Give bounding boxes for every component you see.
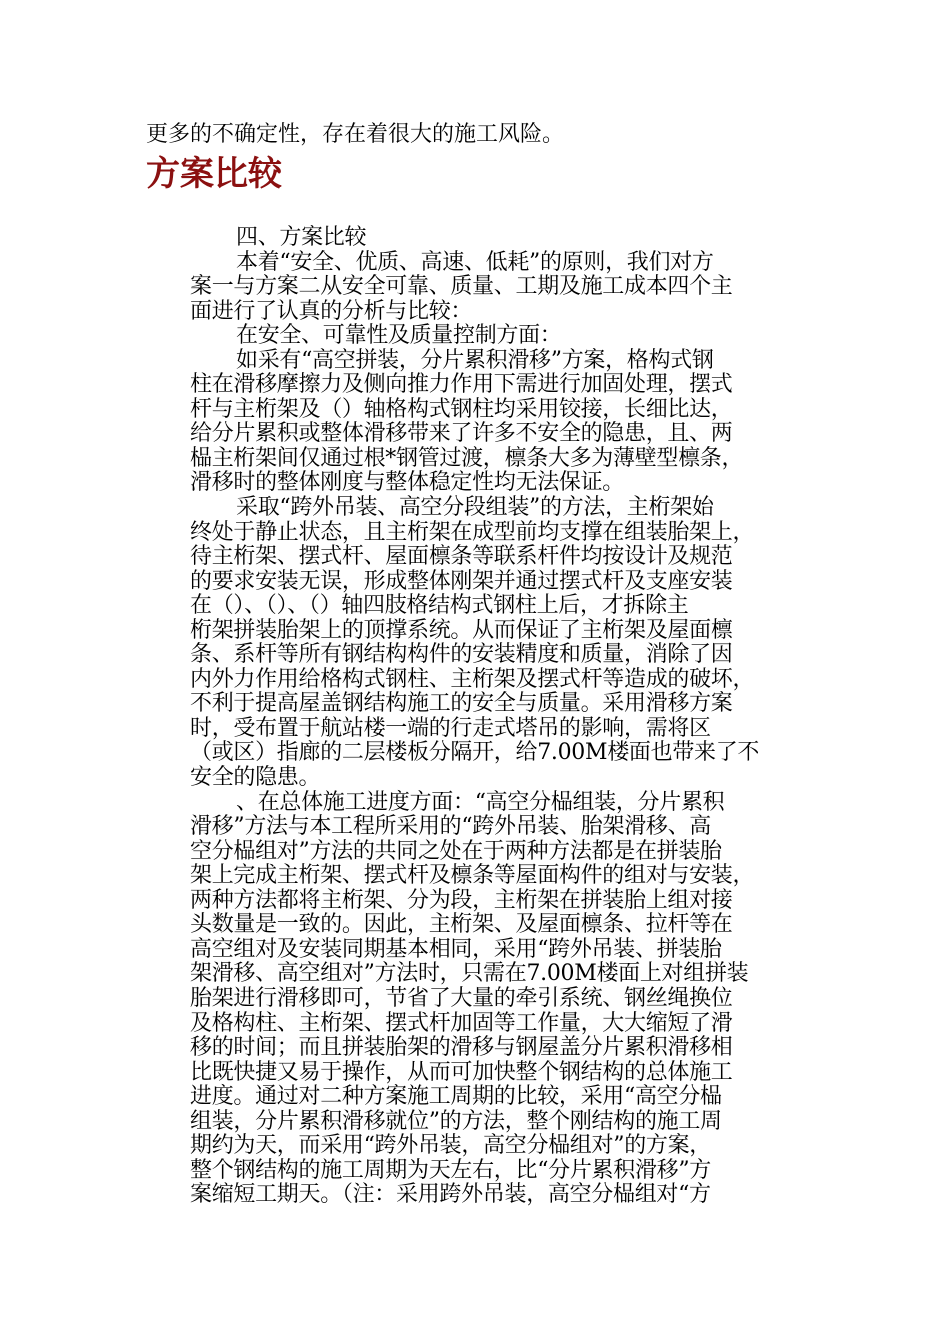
body-line: 比既快捷又易于操作，从而可加快整个钢结构的总体施工 — [190, 1059, 733, 1085]
body-line: 及格构柱、主桁架、摆式杆加固等工作量，大大缩短了滑 — [190, 1010, 733, 1036]
body-line: 胎架进行滑移即可，节省了大量的牵引系统、钢丝绳换位 — [190, 985, 733, 1011]
body-line: 案一与方案二从安全可靠、质量、工期及施工成本四个主 — [190, 274, 733, 300]
body-line: 组装，分片累积滑移就位”的方法，整个刚结构的施工周 — [190, 1108, 722, 1134]
body-line: 滑移”方法与本工程所采用的“跨外吊装、胎架滑移、高 — [190, 814, 711, 840]
body-line: 本着“安全、优质、高速、低耗”的原则，我们对方 — [236, 249, 714, 275]
body-line: 条、系杆等所有钢结构构件的安装精度和质量，消除了因 — [190, 642, 733, 668]
body-line: 桁架拼装胎架上的顶撑系统。从而保证了主桁架及屋面檩 — [190, 617, 733, 643]
body-line: 整个钢结构的施工周期为天左右，比“分片累积滑移”方 — [190, 1157, 711, 1183]
body-line: 移的时间；而且拼装胎架的滑移与钢屋盖分片累积滑移相 — [190, 1035, 733, 1061]
body-line: 架上完成主桁架、摆式杆及檩条等屋面构件的组对与安装， — [190, 863, 755, 889]
body-line: 空分榀组对”方法的共同之处在于两种方法都是在拼装胎 — [190, 838, 722, 864]
body-line: 高空组对及安装同期基本相同，采用“跨外吊装、拼装胎 — [190, 936, 722, 962]
body-line: 采取“跨外吊装、高空分段组装”的方法，主桁架始 — [236, 495, 714, 521]
body-line: 进度。通过对二种方案施工周期的比较，采用“高空分榀 — [190, 1084, 722, 1110]
body-line: 如采有“高空拼装，分片累积滑移”方案，格构式钢 — [236, 347, 714, 373]
body-line: 安全的隐患。 — [190, 765, 321, 791]
body-line: 滑移时的整体刚度与整体稳定性均无法保证。 — [190, 470, 625, 496]
body-line: 面进行了认真的分析与比较： — [190, 298, 473, 324]
body-line: （或区）指廊的二层楼板分隔开，给7.00M楼面也带来了不 — [190, 740, 760, 766]
body-line: 不利于提高屋盖钢结构施工的安全与质量。采用滑移方案 — [190, 691, 733, 717]
body-line: 榀主桁架间仅通过根*钢管过渡，檩条大多为薄壁型檩条， — [190, 445, 744, 471]
body-line: 时，受布置于航站楼一端的行走式塔吊的影响，需将区 — [190, 715, 711, 741]
body-line: 杆与主桁架及（）轴格构式钢柱均采用铰接，长细比达， — [190, 396, 733, 422]
body-line: 两种方法都将主桁架、分为段，主桁架在拼装胎上组对接 — [190, 887, 733, 913]
body-line: 期约为天，而采用“跨外吊装，高空分榀组对”的方案， — [190, 1133, 711, 1159]
body-line: 架滑移、高空组对”方法时，只需在7.00M楼面上对组拼装 — [190, 961, 749, 987]
body-line: 内外力作用给格构式钢柱、主桁架及摆式杆等造成的破坏， — [190, 666, 755, 692]
body-line: 待主桁架、摆式杆、屋面檩条等联系杆件均按设计及规范 — [190, 544, 733, 570]
body-line: 在安全、可靠性及质量控制方面： — [236, 323, 562, 349]
body-line: 头数量是一致的。因此，主桁架、及屋面檩条、拉杆等在 — [190, 912, 733, 938]
body-line: 终处于静止状态，且主桁架在成型前均支撑在组装胎架上， — [190, 519, 755, 545]
body-line: 、在总体施工进度方面：“高空分榀组装，分片累积 — [236, 789, 725, 815]
body-line: 柱在滑移摩擦力及侧向推力作用下需进行加固处理，摆式 — [190, 372, 733, 398]
body-line: 给分片累积或整体滑移带来了许多不安全的隐患，且、两 — [190, 421, 733, 447]
body-line: 案缩短工期天。（注：采用跨外吊装，高空分榀组对“方 — [190, 1182, 711, 1208]
body-line: 在（）、（）、（）轴四肢格结构式钢柱上后，才拆除主 — [190, 593, 689, 619]
section-heading: 方案比较 — [146, 154, 282, 194]
body-line: 的要求安装无误，形成整体刚架并通过摆式杆及支座安装 — [190, 568, 733, 594]
body-text — [190, 226, 802, 1208]
intro-line: 更多的不确定性，存在着很大的施工风险。 — [146, 122, 565, 147]
body-line: 四、方案比较 — [236, 225, 367, 250]
